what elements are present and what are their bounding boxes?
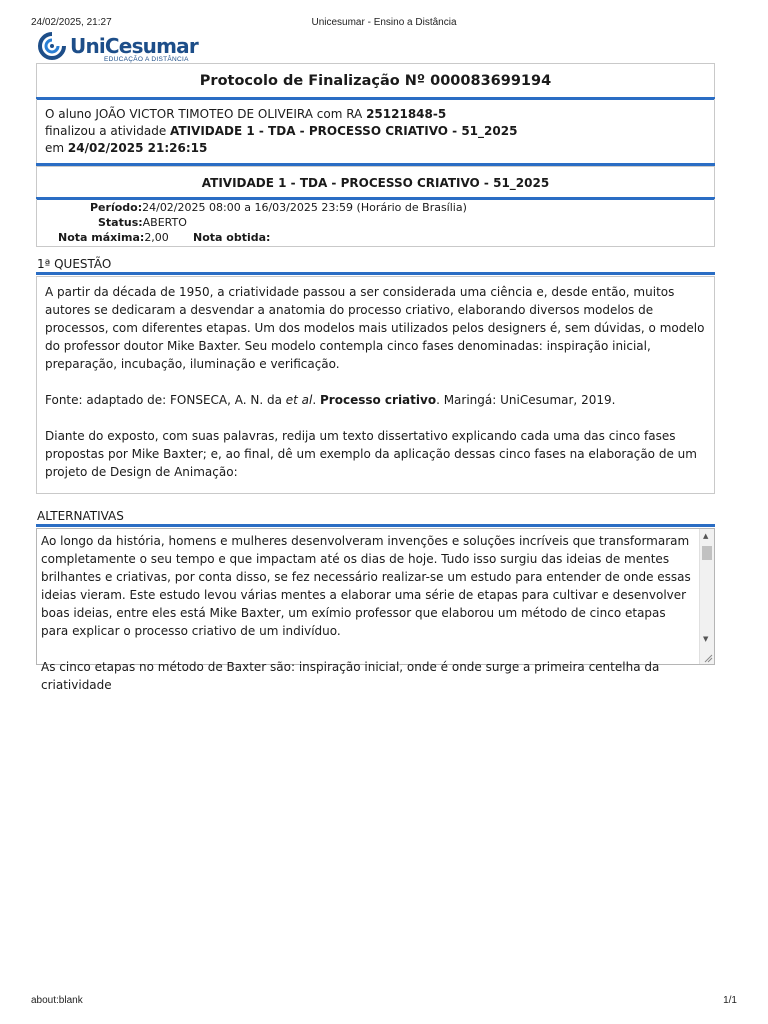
print-datetime: 24/02/2025, 21:27 [31,17,112,28]
answer-paragraph: As cinco etapas no método de Baxter são: inspiração inicial, onde é onde surge a primeira centelha da criatividade [41,660,660,692]
scroll-down-icon[interactable]: ▼ [703,635,709,643]
unicesumar-logo [36,32,196,64]
student-line-1: O aluno JOÃO VICTOR TIMOTEO DE OLIVEIRA com RA 25121848-5 [45,107,447,121]
periodo-label: Período: [90,201,143,214]
nota-maxima-value: 2,00 [144,231,169,244]
print-page-title: Unicesumar - Ensino a Distância [311,17,457,28]
logo-brand-text: UniCesumar [70,34,198,58]
status-value: ABERTO [142,216,187,229]
question-paragraph: A partir da década de 1950, a criatividade passou a ser considerada uma ciência e, desde então, muitos autores se dedicaram a desvendar a anatomia do processo criativo, elaborando diversos modelos de processos, com diferentes etapas. Um dos modelos mais utilizados pelos designers é, sem dúvidas, o modelo do professor doutor Mike Baxter. Seu modelo contempla cinco fases denominadas: inspiração inicial, preparação, incubação, iluminação e verificação. [45,285,705,371]
nota-obtida-label: Nota obtida: [193,231,271,244]
activity-title: ATIVIDADE 1 - TDA - PROCESSO CRIATIVO - 51_2025 [36,166,715,199]
answer-paragraph: Ao longo da história, homens e mulheres desenvolveram invenções e soluções incríveis que transformaram completamente o seu tempo e que impactam até os dias de hoje. Tudo isso surgiu das ideias de mentes brilhantes e criativas, por conta disso, se fez necessário realizar-se um estudo para entender de onde essas ideias vieram. Este estudo levou várias mentes a elaborar uma série de etapas para cultivar e desenvolver boas ideias, entre eles está Mike Baxter, um exímio professor que elaborou um método de cinco etapas para explicar o processo criativo de um indivíduo. [41,534,691,638]
question-source: Fonte: adaptado de: FONSECA, A. N. da et al. Processo criativo. Maringá: UniCesumar, 2019. [45,393,616,407]
divider [36,524,715,527]
question-body [36,276,715,494]
logo-tagline: EDUCAÇÃO A DISTÂNCIA [104,56,189,63]
student-activity: ATIVIDADE 1 - TDA - PROCESSO CRIATIVO - 51_2025 [170,124,518,138]
activity-meta [36,199,715,247]
scroll-thumb[interactable] [702,546,712,560]
answer-textarea[interactable] [36,528,715,692]
answer-scrollbar[interactable] [699,529,714,664]
divider [36,272,715,275]
student-line-2: finalizou a atividade ATIVIDADE 1 - TDA - PROCESSO CRIATIVO - 51_2025 [45,124,518,138]
periodo-row [90,200,467,215]
student-info [36,99,715,165]
print-url: about:blank [31,995,83,1006]
print-page-count: 1/1 [723,995,737,1006]
nota-maxima-label: Nota máxima: [58,231,145,244]
status-label: Status: [98,216,143,229]
periodo-value: 24/02/2025 08:00 a 16/03/2025 23:59 (Horário de Brasília) [142,201,467,214]
alternatives-label: ALTERNATIVAS [37,509,124,523]
student-line-3: em 24/02/2025 21:26:15 [45,141,208,155]
student-ra: 25121848-5 [366,107,447,121]
unicesumar-logo-icon [36,32,68,60]
question-prompt: Diante do exposto, com suas palavras, redija um texto dissertativo explicando cada uma das cinco fases propostas por Mike Baxter; e, ao final, dê um exemplo da aplicação dessas cinco fases na elaboração de um projeto de Design de Animação: [45,429,697,479]
status-row [98,215,187,230]
nota-maxima-row [58,230,169,245]
protocol-title: Protocolo de Finalização Nº 000083699194 [36,63,715,98]
student-finish-datetime: 24/02/2025 21:26:15 [67,141,208,155]
resize-handle-icon[interactable] [703,653,713,663]
scroll-up-icon[interactable]: ▲ [703,532,709,540]
nota-obtida-row [193,230,270,245]
question-label: 1ª QUESTÃO [37,257,112,271]
